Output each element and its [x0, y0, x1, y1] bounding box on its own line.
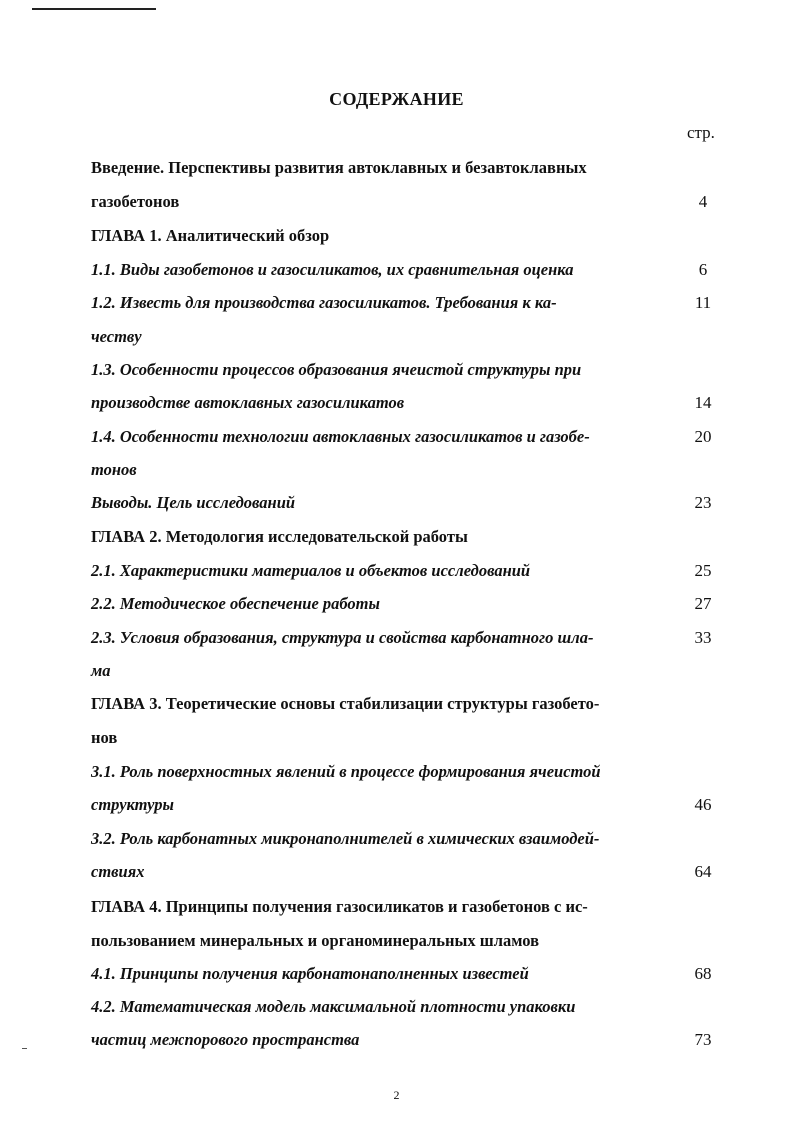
toc-section-2-2: 2.2. Методическое обеспечение работы — [91, 594, 380, 613]
toc-page-number: 73 — [694, 1030, 712, 1049]
toc-section-3-2-line-2: ствиях — [91, 862, 145, 881]
toc-chapter-3-line-1: ГЛАВА 3. Теоретические основы стабилизации структуры газобето- — [91, 694, 600, 713]
toc-chapter-2: ГЛАВА 2. Методология исследовательской работы — [91, 527, 468, 546]
top-rule — [32, 8, 156, 10]
toc-section-1-2-line-2: честву — [91, 327, 142, 346]
toc-section-2-3-line-2: ма — [91, 661, 111, 680]
toc-page-number: 46 — [694, 795, 712, 814]
toc-section-4-2-line-2: частиц межпорового пространства — [91, 1030, 360, 1049]
page-title: СОДЕРЖАНИЕ — [329, 89, 464, 109]
toc-section-1-3-line-1: 1.3. Особенности процессов образования ячеистой структуры при — [91, 360, 582, 379]
toc-page-number: 6 — [698, 260, 708, 279]
toc-page-number: 33 — [694, 628, 712, 647]
toc-section-1-4-line-2: тонов — [91, 460, 137, 479]
toc-section-1-4-line-1: 1.4. Особенности технологии автоклавных газосиликатов и газобе- — [91, 427, 590, 446]
margin-mark — [22, 1048, 27, 1049]
toc-section-3-1-line-1: 3.1. Роль поверхностных явлений в процессе формирования ячеистой — [91, 762, 601, 781]
toc-section-2-3-line-1: 2.3. Условия образования, структура и свойства карбонатного шла- — [91, 628, 594, 647]
toc-section-4-1: 4.1. Принципы получения карбонатонаполненных известей — [91, 964, 529, 983]
toc-page-number: 4 — [698, 192, 708, 211]
toc-page-number: 25 — [694, 561, 712, 580]
toc-page-number: 68 — [694, 964, 712, 983]
toc-section-4-2-line-1: 4.2. Математическая модель максимальной плотности упаковки — [91, 997, 576, 1016]
toc-conclusions: Выводы. Цель исследований — [91, 493, 296, 512]
toc-chapter-1: ГЛАВА 1. Аналитический обзор — [91, 226, 330, 245]
toc-page-number: 27 — [694, 594, 712, 613]
toc-section-1-3-line-2: производстве автоклавных газосиликатов — [91, 393, 405, 412]
toc-section-1-2-line-1: 1.2. Известь для производства газосиликатов. Требования к ка- — [91, 293, 557, 312]
toc-chapter-4-line-2: пользованием минеральных и органоминеральных шламов — [91, 931, 539, 950]
toc-page-number: 11 — [694, 293, 712, 312]
toc-page-number: 23 — [694, 493, 712, 512]
toc-page-number: 14 — [694, 393, 712, 412]
toc-chapter-3-line-2: нов — [91, 728, 118, 747]
toc-section-3-1-line-2: структуры — [91, 795, 174, 814]
toc-page-number: 64 — [694, 862, 712, 881]
toc-entry-intro-line-2: газобетонов — [91, 192, 180, 211]
toc-entry-intro-line-1: Введение. Перспективы развития автоклавных и безавтоклавных — [91, 158, 587, 177]
footer-page-number: 2 — [393, 1088, 400, 1102]
toc-section-3-2-line-1: 3.2. Роль карбонатных микронаполнителей в химических взаимодей- — [91, 829, 600, 848]
toc-section-2-1: 2.1. Характеристики материалов и объектов исследований — [91, 561, 531, 580]
toc-page-number: 20 — [694, 427, 712, 446]
page-column-label: стр. — [687, 123, 715, 142]
toc-chapter-4-line-1: ГЛАВА 4. Принципы получения газосиликатов и газобетонов с ис- — [91, 897, 588, 916]
toc-section-1-1: 1.1. Виды газобетонов и газосиликатов, их сравнительная оценка — [91, 260, 574, 279]
